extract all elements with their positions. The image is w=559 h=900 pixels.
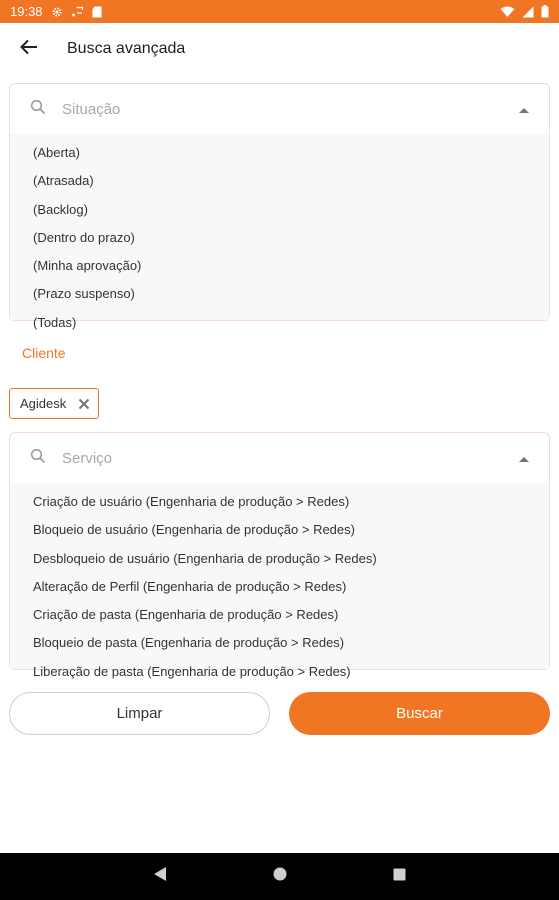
servico-option[interactable]: Alteração de Perfil (Engenharia de produção > Redes) [33, 578, 347, 594]
wifi-icon [500, 6, 515, 18]
cliente-label: Cliente [22, 345, 66, 361]
battery-icon [541, 5, 549, 18]
settings-icon [51, 6, 63, 18]
back-button[interactable] [9, 29, 49, 69]
situacao-option[interactable]: (Minha aprovação) [33, 258, 142, 274]
triangle-back-icon [153, 866, 167, 887]
servico-search-field[interactable] [10, 433, 549, 483]
situacao-option[interactable]: (Aberta) [33, 145, 80, 160]
status-bar [0, 0, 559, 23]
search-icon [30, 99, 46, 120]
situacao-options-list[interactable] [10, 134, 549, 330]
nav-back-button[interactable] [100, 853, 220, 900]
servico-option[interactable]: Desbloqueio de usuário (Engenharia de produção > Redes) [33, 550, 377, 566]
system-nav-bar [0, 853, 559, 900]
network-activity-icon [71, 6, 84, 18]
clear-button[interactable]: Limpar [9, 692, 270, 735]
square-recents-icon [393, 868, 406, 886]
situacao-placeholder: Situação [62, 100, 121, 118]
servico-option[interactable]: Liberação de pasta (Engenharia de produção > Redes) [33, 663, 351, 679]
page-title: Busca avançada [67, 40, 186, 57]
status-time: 19:38 [10, 4, 43, 19]
servico-select[interactable] [9, 432, 550, 679]
servico-option[interactable]: Criação de pasta (Engenharia de produção > Redes) [33, 607, 339, 623]
servico-options-list[interactable] [10, 483, 549, 679]
search-button[interactable]: Buscar [289, 692, 550, 735]
chip-label: Agidesk [20, 396, 67, 411]
servico-option[interactable]: Criação de usuário (Engenharia de produção > Redes) [33, 494, 350, 509]
situacao-select[interactable] [9, 83, 550, 330]
situacao-option[interactable]: (Todas) [33, 314, 77, 330]
situacao-search-field[interactable] [10, 84, 549, 134]
situacao-option[interactable]: (Atrasada) [33, 173, 94, 189]
cliente-chip[interactable] [9, 388, 99, 419]
servico-placeholder: Serviço [62, 449, 113, 467]
arrow-back-icon [20, 39, 38, 60]
signal-icon [522, 6, 534, 18]
nav-recents-button[interactable] [340, 853, 460, 900]
close-icon[interactable] [78, 398, 90, 410]
situacao-option[interactable]: (Prazo suspenso) [33, 286, 135, 302]
nav-home-button[interactable] [220, 853, 340, 900]
servico-option[interactable]: Bloqueio de usuário (Engenharia de produção > Redes) [33, 522, 355, 538]
caret-up-icon[interactable] [519, 100, 529, 118]
app-bar [0, 23, 559, 75]
situacao-option[interactable]: (Dentro do prazo) [33, 229, 135, 245]
servico-option[interactable]: Bloqueio de pasta (Engenharia de produção > Redes) [33, 635, 345, 651]
sd-card-icon [92, 6, 102, 18]
caret-up-icon[interactable] [519, 449, 529, 467]
situacao-option[interactable]: (Backlog) [33, 201, 88, 217]
search-icon [30, 448, 46, 469]
circle-home-icon [273, 867, 287, 886]
